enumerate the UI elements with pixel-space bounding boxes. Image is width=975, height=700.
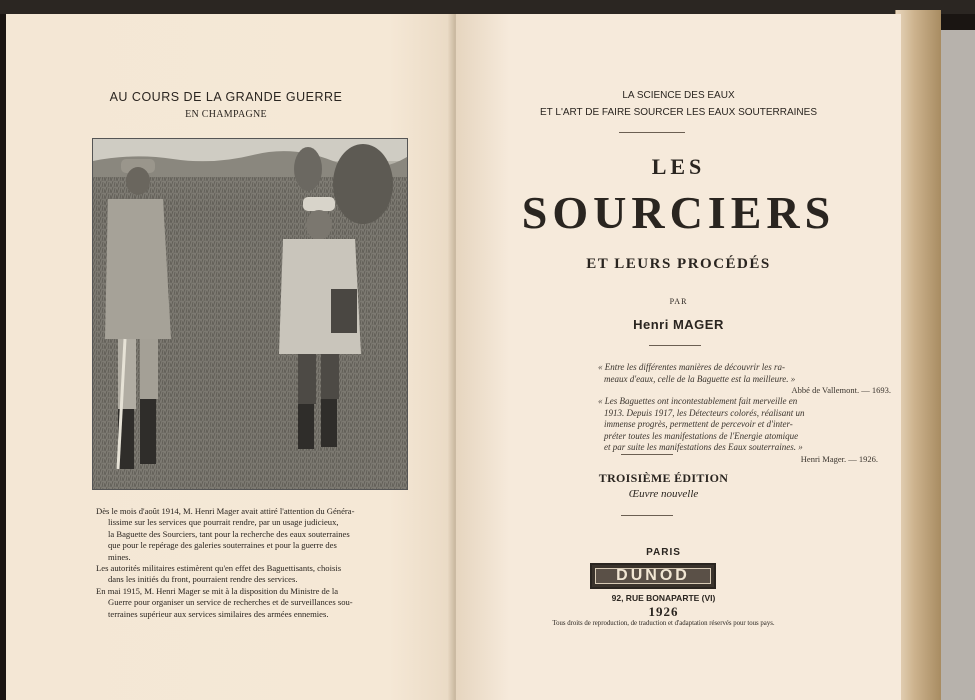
publisher-logo xyxy=(590,563,716,589)
quote-line: immense progrès, permettent de percevoir et d'inter- xyxy=(604,419,793,429)
divider xyxy=(621,454,673,455)
title-les: LES xyxy=(651,154,706,179)
war-photograph xyxy=(92,138,408,490)
caption-line: la Baguette des Sourciers, tant pour la recherche des eaux souterraines xyxy=(108,528,350,539)
caption-line: En mai 1915, M. Henri Mager se mit à la disposition du Ministre de la xyxy=(96,585,339,596)
divider xyxy=(619,132,685,133)
caption-line: Guerre pour organiser un service de recherches et de surveillances sou- xyxy=(108,597,353,608)
publisher-address: 92, RUE BONAPARTE (VI) xyxy=(611,593,716,603)
photo-scene xyxy=(93,139,407,489)
left-subheading: EN CHAMPAGNE xyxy=(185,109,267,120)
edition-note: Œuvre nouvelle xyxy=(628,488,699,500)
author-name: Henri MAGER xyxy=(633,317,724,332)
rights-notice: Tous droits de reproduction, de traduction et d'adaptation réservés pour tous pays. xyxy=(552,620,775,627)
quote-line: 1913. Depuis 1917, les Détecteurs colorés, réalisant un xyxy=(604,407,805,418)
caption-line: lissime sur les services que pourrait rendre, par un usage judicieux, xyxy=(108,517,339,528)
right-page xyxy=(456,14,901,700)
series-line1: LA SCIENCE DES EAUX xyxy=(622,90,735,101)
quote-attribution: Henri Mager. — 1926. xyxy=(800,453,878,464)
quote-line: et par suite les manifestations des Eaux souterraines. » xyxy=(604,442,803,452)
edition-label: TROISIÈME ÉDITION xyxy=(598,471,729,485)
caption-line: terraines supérieur aux services similaires des armées ennemies. xyxy=(108,608,329,619)
publisher-name: DUNOD xyxy=(616,567,690,584)
caption-line: Les autorités militaires estimèrent qu'en effet des Baguettisants, choisis xyxy=(96,563,342,574)
divider xyxy=(649,345,701,346)
left-caption xyxy=(96,506,411,620)
divider xyxy=(621,515,673,516)
left-heading: AU COURS DE LA GRANDE GUERRE xyxy=(109,90,343,104)
page-edges xyxy=(895,10,941,700)
left-page xyxy=(6,14,456,700)
caption-line: que pour le repérage des galeries souterraines et pour la guerre des xyxy=(108,540,337,551)
quote-attribution: Abbé de Vallemont. — 1693. xyxy=(791,385,891,395)
quote-line: meaux d'eaux, celle de la Baguette est la meilleure. » xyxy=(604,373,796,384)
quote-line: « Les Baguettes ont incontestablement fait merveille en xyxy=(598,396,798,406)
quote-line: « Entre les différentes manières de découvrir les ra- xyxy=(598,362,785,372)
quote-line: préter toutes les manifestations de l'Energie atomique xyxy=(604,430,799,441)
publisher-city: PARIS xyxy=(646,547,681,558)
title-subtitle: ET LEURS PROCÉDÉS xyxy=(586,256,771,272)
epigraph-1 xyxy=(598,362,963,397)
scan-border xyxy=(0,0,975,14)
caption-line: Dès le mois d'août 1914, M. Henri Mager avait attiré l'attention du Généra- xyxy=(96,506,355,516)
title-sourciers: SOURCIERS xyxy=(521,187,836,238)
caption-line: mines. xyxy=(108,551,131,562)
caption-line: dans les initiés du front, pourraient rendre des services. xyxy=(108,574,298,585)
publication-year: 1926 xyxy=(648,604,679,619)
series-line2: ET L'ART DE FAIRE SOURCER LES EAUX SOUTERRAINES xyxy=(540,107,817,118)
par-label: PAR xyxy=(669,297,688,306)
